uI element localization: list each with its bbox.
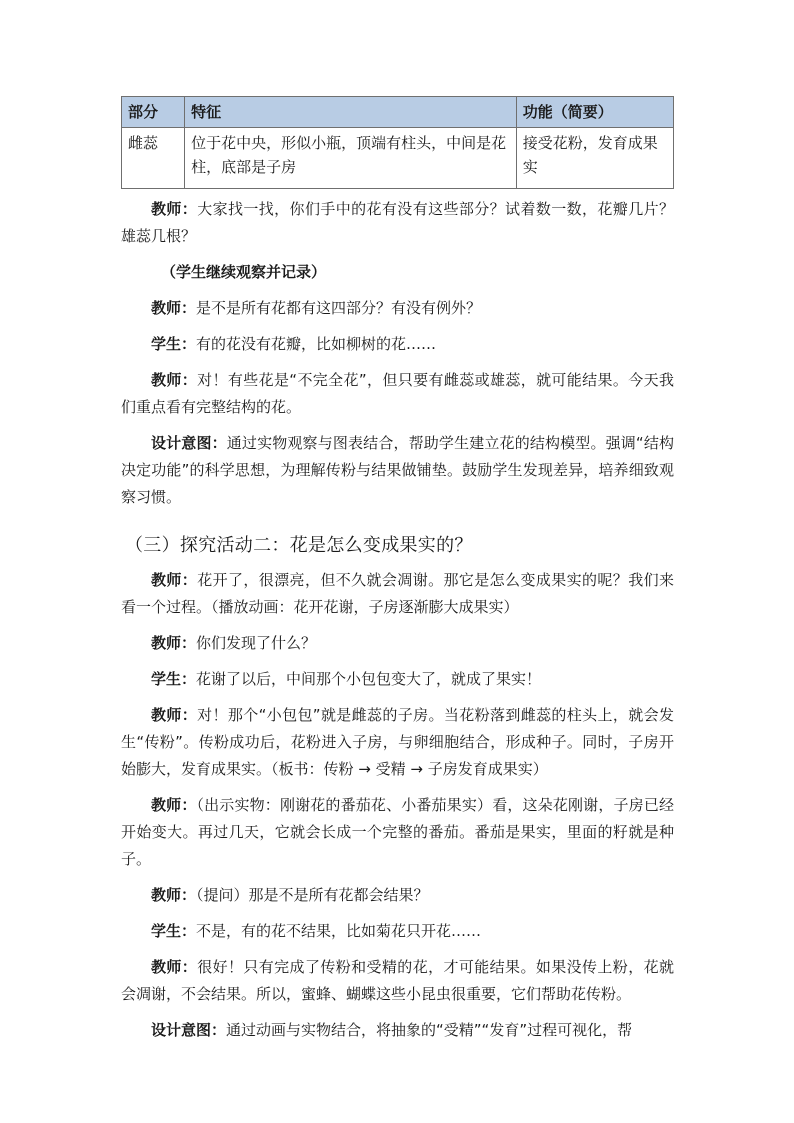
dialogue-paragraph: [121, 196, 674, 250]
section-heading: （三）探究活动二：花是怎么变成果实的？: [125, 535, 473, 556]
dialogue-paragraph: [121, 367, 674, 421]
dialogue-paragraph: [121, 666, 674, 693]
table-row: [122, 128, 674, 189]
speaker-label: 教师：: [151, 706, 198, 724]
table-cell: 雌蕊: [122, 128, 185, 189]
document-page: [121, 96, 674, 1044]
header-cell: 功能（简要）: [516, 97, 673, 128]
dialogue-text: 对！那个“小包包”就是雌蕊的子房。当花粉落到雌蕊的柱头上，就会发生“传粉”。传粉成功后，花粉进入子房，与卵细胞结合，形成种子。同时，子房开始膨大，发育成果实。（板书：传粉 → 受精 → 子房发育成果实）: [121, 706, 674, 778]
dialogue-text: 大家找一找，你们手中的花有没有这些部分？试着数一数，花瓣几片？雄蕊几根？: [121, 200, 674, 245]
dialogue-text: 有的花没有花瓣，比如柳树的花……: [196, 335, 437, 353]
dialogue-paragraph: [121, 567, 674, 621]
dialogue-paragraph: [121, 702, 674, 783]
dialogue-paragraph: [121, 954, 674, 1008]
dialogue-paragraph: [121, 630, 674, 657]
speaker-label: 教师：: [151, 796, 197, 814]
design-intent-paragraph: [121, 1017, 674, 1044]
speaker-label: 设计意图：: [151, 1021, 227, 1039]
header-cell: 特征: [185, 97, 517, 128]
dialogue-text: （出示实物：刚谢花的番茄花、小番茄果实）看，这朵花刚谢，子房已经开始变大。再过几天，它就会长成一个完整的番茄。番茄是果实，里面的籽就是种子。: [121, 796, 674, 868]
dialogue-paragraph: [121, 792, 674, 873]
speaker-label: 教师：: [151, 299, 197, 317]
speaker-label: 学生：: [151, 670, 197, 688]
speaker-label: 教师：: [151, 200, 198, 218]
dialogue-text: 花谢了以后，中间那个小包包变大了，就成了果实！: [196, 670, 542, 688]
dialogue-text: 花开了，很漂亮，但不久就会凋谢。那它是怎么变成果实的呢？我们来看一个过程。（播放动画：花开花谢，子房逐渐膨大成果实）: [121, 571, 674, 616]
speaker-label: 设计意图：: [151, 434, 227, 452]
speaker-label: 教师：: [151, 634, 197, 652]
dialogue-text: （提问）那是不是所有花都会结果？: [196, 886, 429, 904]
flower-structure-table: [121, 96, 674, 189]
dialogue-paragraph: [121, 295, 674, 322]
dialogue-text: 是不是所有花都有这四部分？有没有例外？: [196, 299, 482, 317]
speaker-label: 教师：: [151, 571, 198, 589]
dialogue-paragraph: [121, 331, 674, 358]
speaker-label: 学生：: [151, 335, 197, 353]
dialogue-text: 不是，有的花不结果，比如菊花只开花……: [196, 922, 482, 940]
dialogue-paragraph: [121, 882, 674, 909]
dialogue-text: 你们发现了什么？: [196, 634, 317, 652]
dialogue-text: 很好！只有完成了传粉和受精的花，才可能结果。如果没传上粉，花就会凋谢，不会结果。所以，蜜蜂、蝴蝶这些小昆虫很重要，它们帮助花传粉。: [121, 958, 674, 1003]
activity-note: （学生继续观察并记录）: [161, 263, 327, 281]
dialogue-paragraph: [121, 918, 674, 945]
dialogue-text: 通过动画与实物结合，将抽象的“受精”“发育”过程可视化，帮: [226, 1021, 633, 1039]
dialogue-text: 对！有些花是“不完全花”，但只要有雌蕊或雄蕊，就可能结果。今天我们重点看有完整结构的花。: [121, 371, 674, 416]
table-cell: 接受花粉，发育成果实: [516, 128, 673, 189]
table-cell: 位于花中央，形似小瓶，顶端有柱头，中间是花柱，底部是子房: [185, 128, 517, 189]
design-intent-paragraph: [121, 430, 674, 511]
speaker-label: 教师：: [151, 958, 198, 976]
speaker-label: 教师：: [151, 371, 198, 389]
speaker-label: 教师：: [151, 886, 197, 904]
header-cell: 部分: [122, 97, 185, 128]
speaker-label: 学生：: [151, 922, 197, 940]
dialogue-text: 通过实物观察与图表结合，帮助学生建立花的结构模型。强调“结构决定功能”的科学思想，为理解传粉与结果做铺垫。鼓励学生发现差异，培养细致观察习惯。: [121, 434, 674, 506]
table-header-row: [122, 97, 674, 128]
